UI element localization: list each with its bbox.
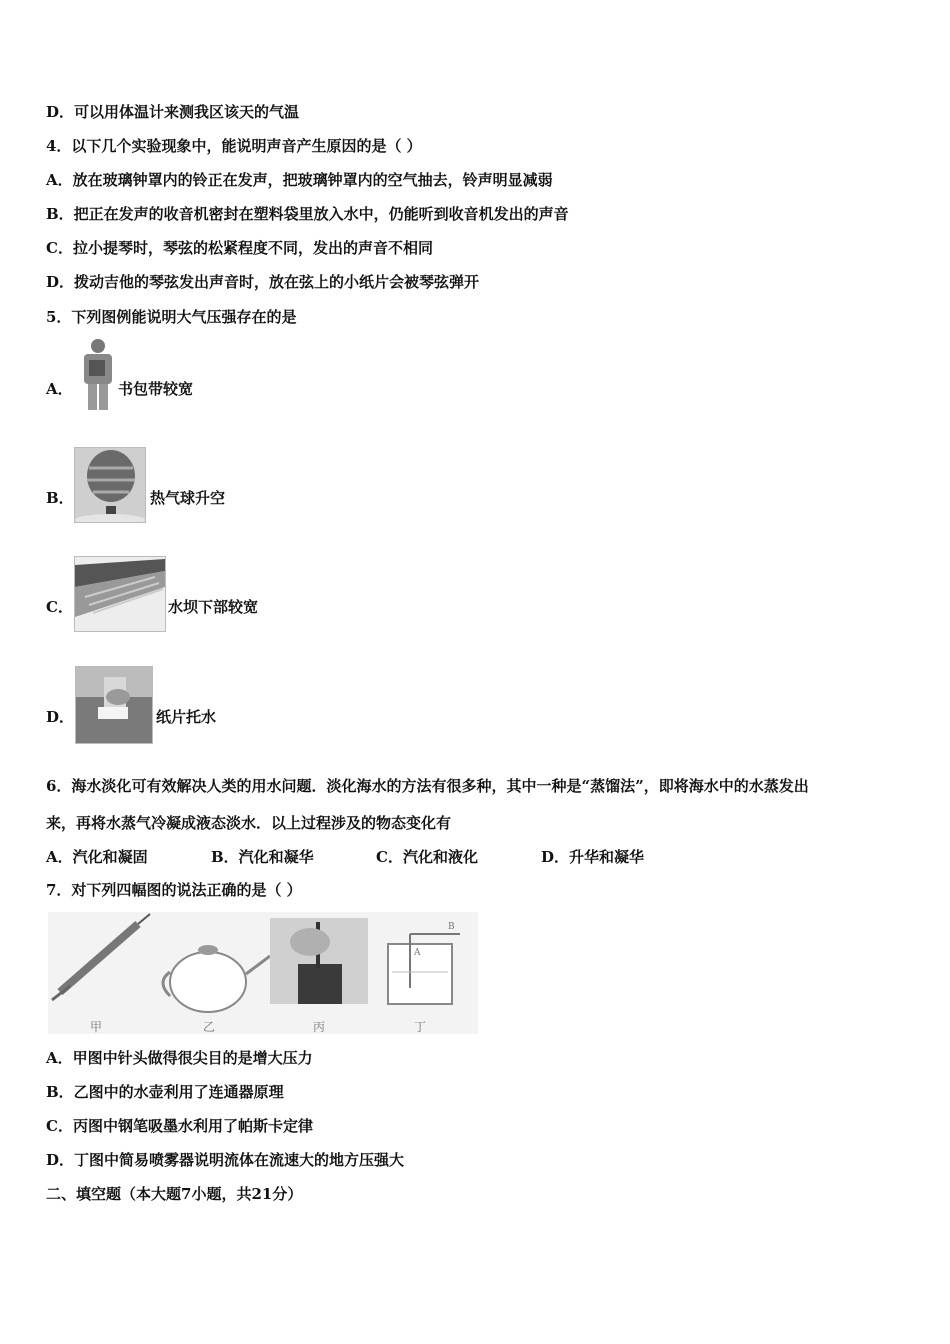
q5-option-c-caption: 水坝下部较宽: [168, 598, 259, 616]
q6-option-d: D．升华和凝华: [541, 848, 645, 866]
q7-figure-drawing: [48, 912, 478, 1034]
q7-option-a: A．甲图中针头做得很尖目的是增大压力: [46, 1049, 313, 1067]
q5-option-b-caption: 热气球升空: [150, 489, 226, 507]
q7-figure-label-bing: 丙: [313, 1020, 326, 1034]
q6-option-c: C．汽化和液化: [376, 848, 478, 866]
q5-option-d-caption: 纸片托水: [156, 708, 217, 726]
q7-figure: [48, 912, 478, 1034]
q6-stem-line2: 来，再将水蒸气冷凝成液态淡水．以上过程涉及的物态变化有: [46, 814, 452, 832]
q7-figure-label-jia: 甲: [90, 1020, 103, 1034]
q7-figure-label-b: B: [448, 922, 455, 932]
q5-stem: 5．下列图例能说明大气压强存在的是: [46, 308, 297, 326]
q6-option-a: A．汽化和凝固: [46, 848, 148, 866]
q4-option-b: B．把正在发声的收音机密封在塑料袋里放入水中，仍能听到收音机发出的声音: [46, 205, 569, 223]
q5-option-a-label: A．: [46, 380, 73, 398]
q7-option-b: B．乙图中的水壶利用了连通器原理: [46, 1083, 284, 1101]
q5-option-b-label: B．: [46, 489, 74, 507]
q5-option-a-caption: 书包带较宽: [118, 380, 194, 398]
q7-stem: 7．对下列四幅图的说法正确的是（ ）: [46, 881, 302, 899]
q3-option-d: D．可以用体温计来测我区该天的气温: [46, 103, 300, 121]
q6-option-b: B．汽化和凝华: [211, 848, 314, 866]
q7-figure-label-yi: 乙: [203, 1020, 216, 1034]
dam-image: [74, 556, 166, 632]
q4-option-a: A．放在玻璃钟罩内的铃正在发声，把玻璃钟罩内的空气抽去，铃声明显减弱: [46, 171, 553, 189]
q4-stem: 4．以下几个实验现象中，能说明声音产生原因的是（ ）: [46, 137, 422, 155]
q5-option-d-label: D．: [46, 708, 75, 726]
q7-figure-label-a: A: [414, 948, 421, 958]
q4-option-d: D．拨动吉他的琴弦发出声音时，放在弦上的小纸片会被琴弦弹开: [46, 273, 480, 291]
q7-figure-label-ding: 丁: [414, 1020, 427, 1034]
q5-option-c-label: C．: [46, 598, 73, 616]
backpack-student-image: [76, 338, 116, 412]
q7-option-d: D．丁图中简易喷雾器说明流体在流速大的地方压强大: [46, 1151, 405, 1169]
q4-option-c: C．拉小提琴时，琴弦的松紧程度不同，发出的声音不相同: [46, 239, 433, 257]
paper-holds-water-image: [75, 666, 153, 744]
q6-options: [46, 846, 644, 867]
section-2-heading: 二、填空题（本大题7小题，共21分）: [46, 1185, 303, 1203]
q7-option-c: C．丙图中钢笔吸墨水利用了帕斯卡定律: [46, 1117, 313, 1135]
q6-stem-line1: 6．海水淡化可有效解决人类的用水问题．淡化海水的方法有很多种，其中一种是“蒸馏法”，即将海水中的水蒸发出: [46, 777, 809, 795]
hot-air-balloon-image: [74, 447, 146, 523]
